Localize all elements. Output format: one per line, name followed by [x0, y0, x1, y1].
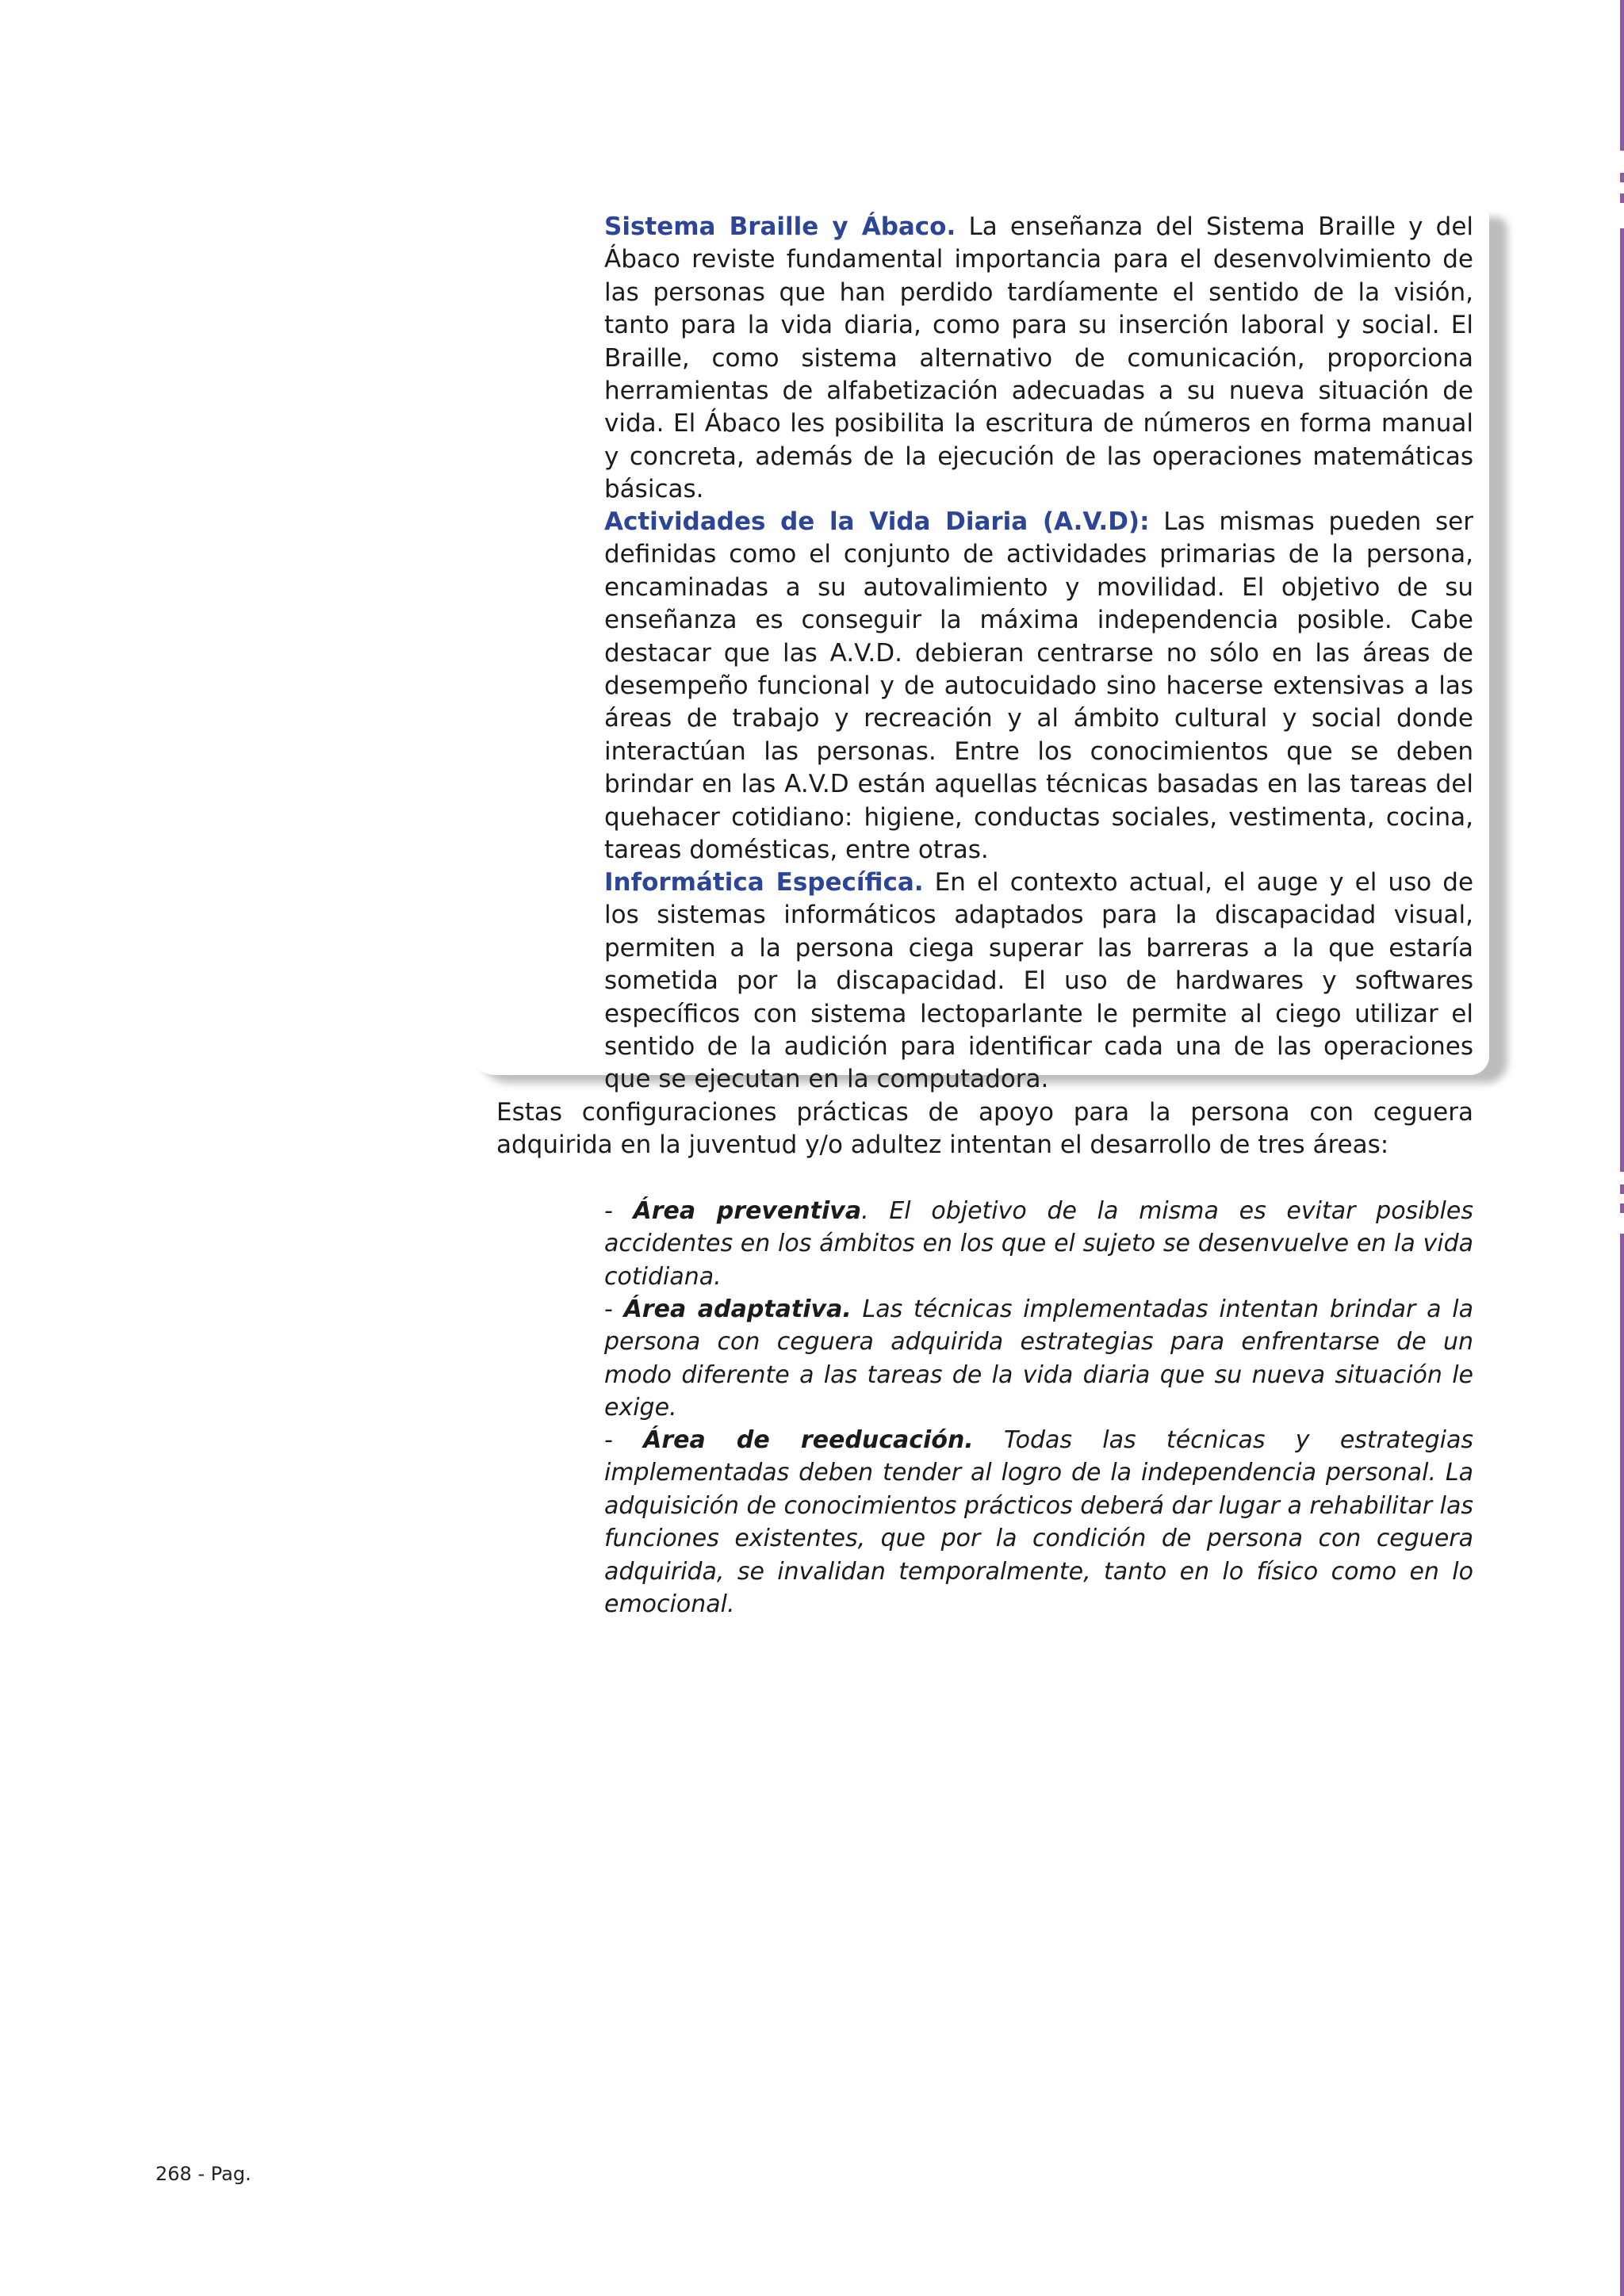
- section-avd: [604, 506, 1473, 867]
- margin-accent-line: [1620, 228, 1624, 1172]
- section-heading: Actividades de la Vida Diaria (A.V.D):: [604, 507, 1150, 536]
- area-dash: -: [604, 1426, 644, 1454]
- section-braille-abaco: [604, 211, 1473, 507]
- area-text: Todas las técnicas y estrategias implementadas deben tender al logro de la independencia personal. La adquisición de conocimientos prácticos deberá dar lugar a rehabilitar las funciones existentes, que por la condición de persona con ceguera adquirida, se invalidan temporalmente, tanto en lo físico como en lo emocional.: [604, 1426, 1473, 1619]
- section-body: En el contexto actual, el auge y el uso de los sistemas informáticos adaptados para la discapacidad visual, permiten a la persona ciega superar las barreras a la que estaría sometida por la discapacidad. El uso de hardwares y softwares específicos con sistema lectoparlante le permite al ciego utilizar el sentido de la audición para identificar cada una de las operaciones que se ejecutan en la computadora.: [604, 868, 1474, 1094]
- section-body: La enseñanza del Sistema Braille y del Ábaco reviste fundamental importancia para el desenvolvimiento de las personas que han perdido tardíamente el sentido de la visión, tanto para la vida diaria, como para su inserción laboral y social. El Braille, como sistema alternativo de comunicación, proporciona herramientas de alfabetización adecuadas a su nueva situación de vida. El Ábaco les posibilita la escritura de números en forma manual y concreta, además de la ejecución de las operaciones matemáticas básicas.: [604, 212, 1474, 504]
- section-heading: Sistema Braille y Ábaco.: [604, 212, 956, 241]
- margin-accent-line: [1620, 1234, 1624, 2296]
- section-body: Las mismas pueden ser definidas como el conjunto de actividades primarias de la persona, encaminadas a su autovalimiento y movilidad. El objetivo de su enseñanza es conseguir la máxima independencia posible. Cabe destacar que las A.V.D. debieran centrarse no sólo en las áreas de desempeño funcional y de autocuidado sino hacerse extensivas a las áreas de trabajo y recreación y al ámbito cultural y social donde interactúan las personas. Entre los conocimientos que se deben brindar en las A.V.D están aquellas técnicas basadas en las tareas del quehacer cotidiano: higiene, conductas sociales, vestimenta, cocina, tareas domésticas, entre otras.: [604, 507, 1473, 865]
- area-dash: -: [604, 1295, 624, 1323]
- margin-accent-dash: [1620, 1203, 1624, 1213]
- area-reeducacion: [604, 1424, 1473, 1621]
- margin-accent-dash: [1620, 193, 1624, 203]
- area-adaptativa: [604, 1293, 1473, 1425]
- section-informatica: [604, 867, 1473, 1096]
- area-text: . El objetivo de la misma es evitar posibles accidentes en los ámbitos en los que el sujeto se desenvuelve en la vida cotidiana.: [604, 1197, 1473, 1291]
- intro-paragraph: Estas configuraciones prácticas de apoyo para la persona con ceguera adquirida en la juventud y/o adultez intentan el desarrollo de tres áreas:: [496, 1098, 1473, 1160]
- area-term: Área adaptativa.: [623, 1295, 852, 1323]
- area-preventiva: [604, 1195, 1473, 1293]
- margin-accent-line: [1620, 0, 1624, 151]
- margin-accent-dash: [1620, 173, 1624, 182]
- section-heading: Informática Específica.: [604, 868, 924, 897]
- area-dash: -: [604, 1197, 634, 1225]
- area-term: Área de reeducación.: [643, 1426, 974, 1454]
- page-number: 268 - Pag.: [155, 2163, 251, 2185]
- area-term: Área preventiva: [633, 1197, 862, 1225]
- area-text: Las técnicas implementadas intentan brindar a la persona con ceguera adquirida estrategias para enfrentarse de un modo diferente a las tareas de la vida diaria que su nueva situación le exige.: [604, 1295, 1473, 1422]
- margin-accent-dash: [1620, 1184, 1624, 1194]
